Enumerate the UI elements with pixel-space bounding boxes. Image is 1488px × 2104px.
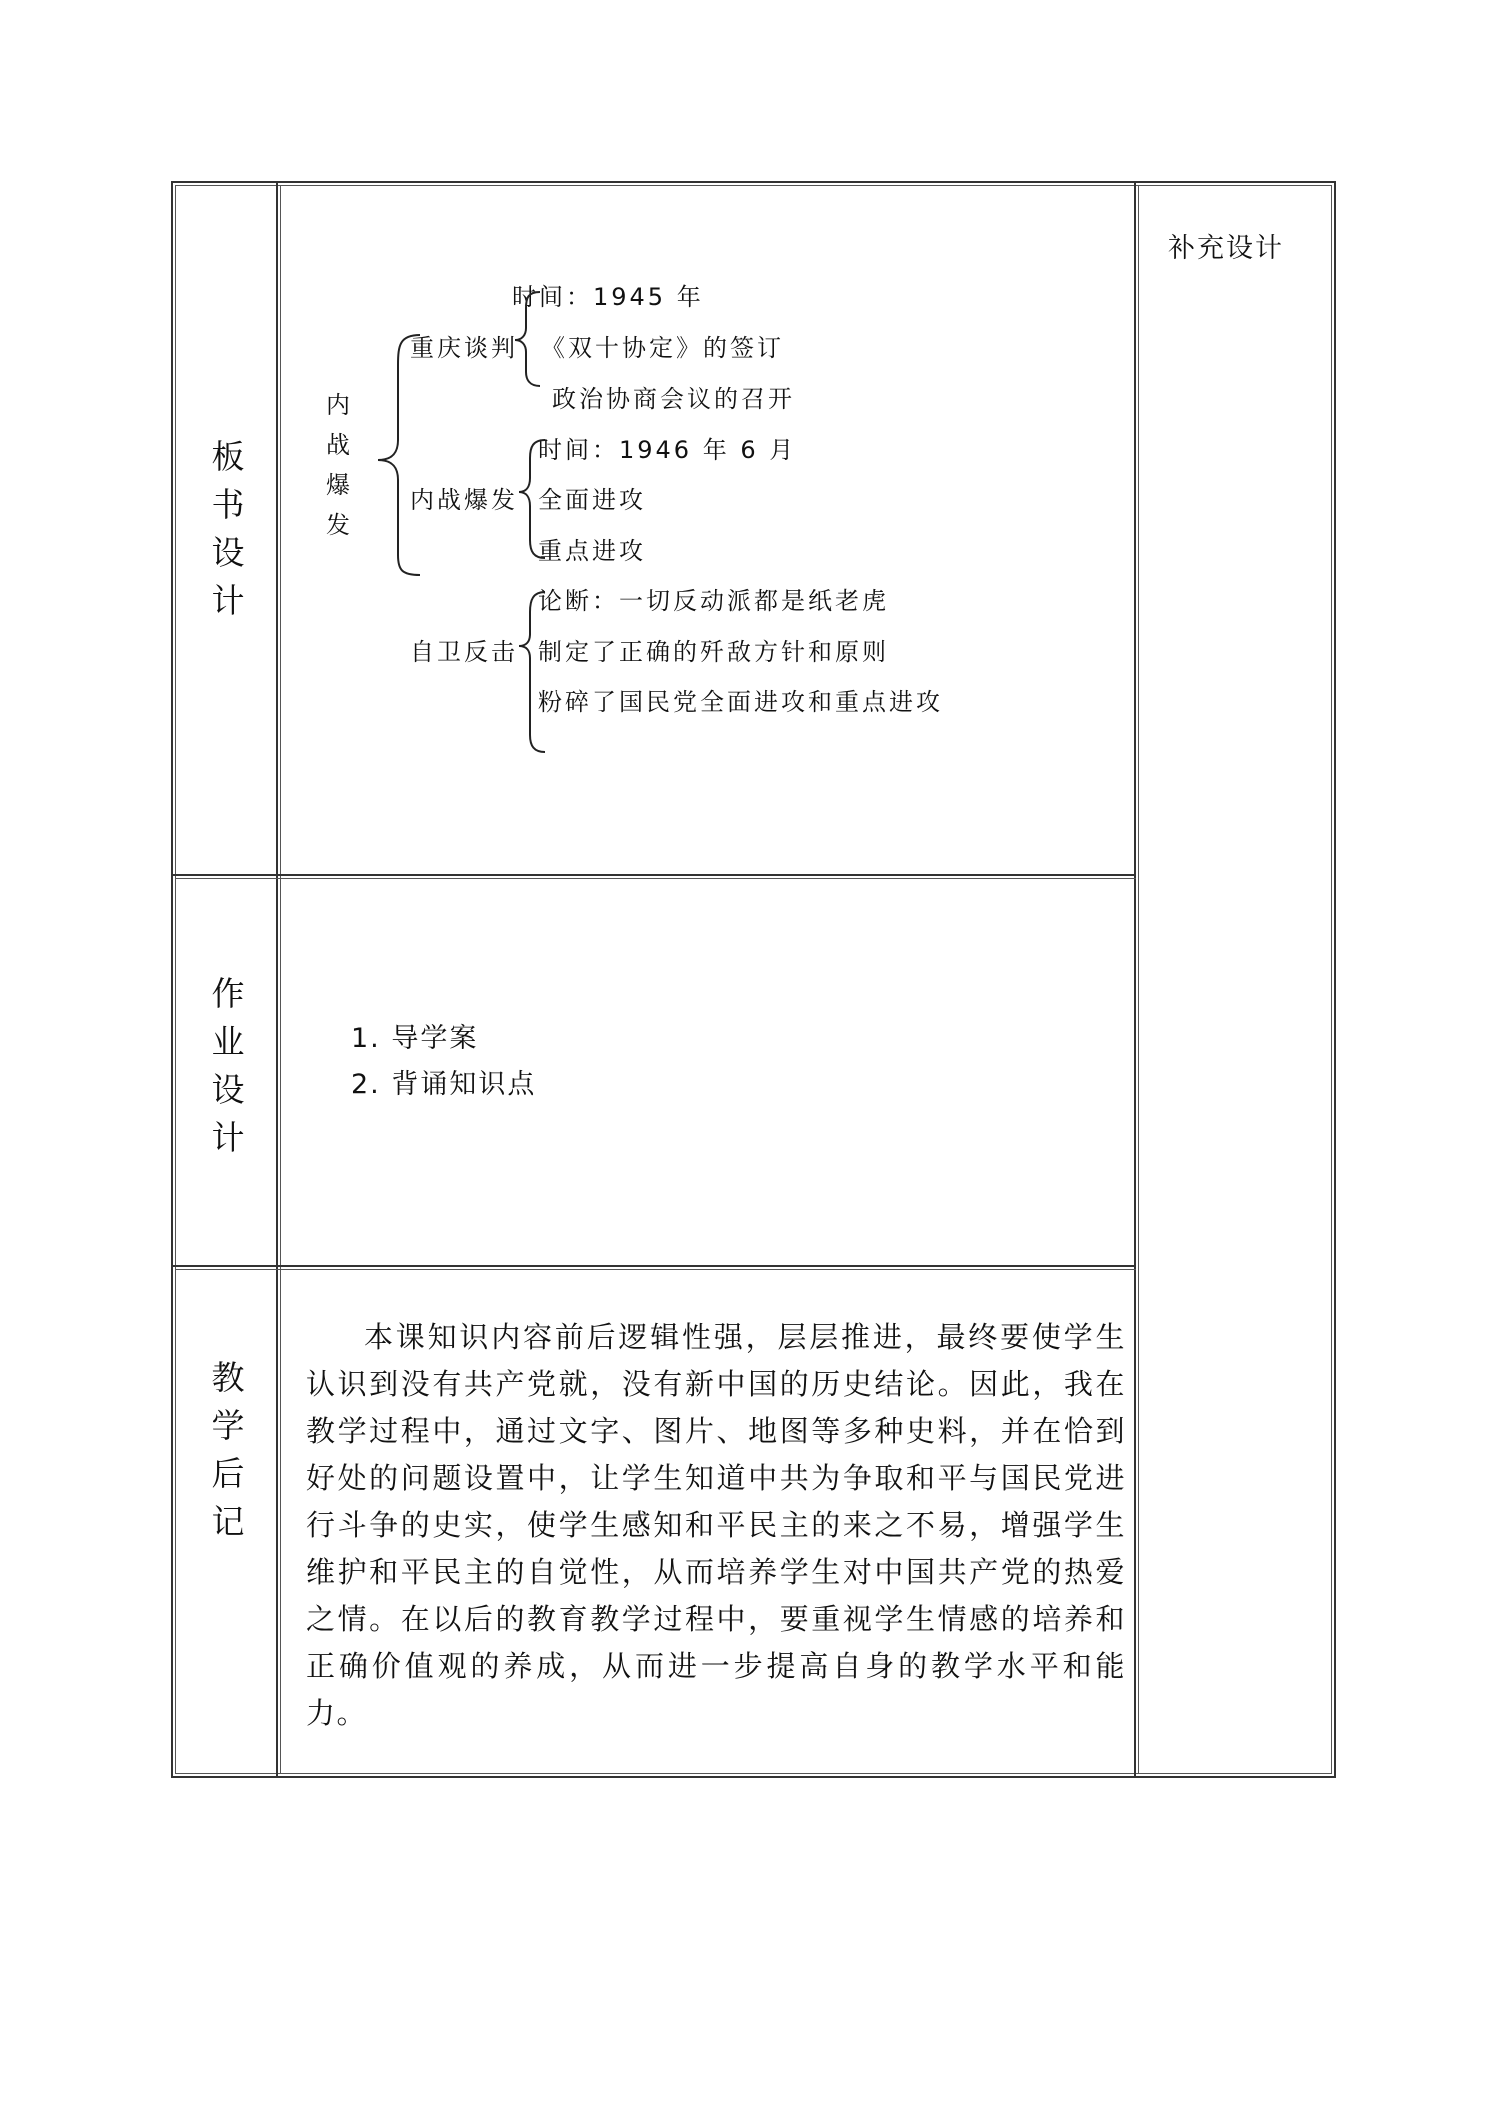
branch-item: 重点进攻 (538, 537, 646, 565)
supplement-column-divider-inner (1138, 185, 1139, 1774)
row-divider-2 (173, 1265, 1136, 1267)
row-divider-2-inner (175, 1269, 1136, 1270)
homework-design-label-char: 设 (211, 1070, 245, 1109)
teaching-reflection-label-char: 记 (211, 1502, 245, 1541)
teaching-reflection-label (180, 1354, 276, 1546)
branch-item: 时间：1945 年 (512, 283, 704, 311)
teaching-reflection-paragraph: 本课知识内容前后逻辑性强，层层推进，最终要使学生认识到没有共产党就，没有新中国的历史结论。因此，我在教学过程中，通过文字、图片、地图等多种史料，并在恰到好处的问题设置中，让学生知道中共为争取和平与国民党进行斗争的史实，使学生感知和平民主的来之不易，增强学生维护和平民主的自觉性，从而培养学生对中国共产党的热爱之情。在以后的教育教学过程中，要重视学生情感的培养和正确价值观的养成，从而进一步提高自身的教学水平和能力。 (306, 1320, 1126, 1730)
board-design-label-char: 设 (211, 533, 245, 572)
board-root-topic (326, 385, 350, 545)
homework-design-label-char: 计 (211, 1118, 245, 1157)
branch-item: 时间：1946 年 6 月 (538, 436, 797, 464)
teaching-reflection-label-char: 后 (211, 1454, 245, 1493)
row-divider-1-inner (175, 878, 1136, 879)
teaching-reflection-label-char: 教 (211, 1358, 245, 1397)
supplement-design-header: 补充设计 (1168, 233, 1284, 264)
board-root-char: 战 (326, 431, 350, 459)
branch-title-civil-war: 内战爆发 (410, 486, 518, 514)
board-design-label (180, 433, 276, 625)
branch-item: 政治协商会议的召开 (552, 385, 795, 413)
homework-design-label (180, 970, 276, 1162)
branch-item: 论断：一切反动派都是纸老虎 (538, 587, 889, 615)
board-root-char: 内 (326, 391, 350, 419)
branch-item: 全面进攻 (538, 486, 646, 514)
board-root-char: 爆 (326, 471, 350, 499)
branch-item: 《双十协定》的签订 (541, 334, 784, 362)
branch-item: 制定了正确的歼敌方针和原则 (538, 638, 889, 666)
homework-item: 1. 导学案 (351, 1023, 479, 1054)
teaching-reflection-label-char: 学 (211, 1406, 245, 1445)
board-design-label-char: 书 (211, 485, 245, 524)
homework-design-label-char: 作 (211, 974, 245, 1013)
board-design-label-char: 计 (211, 581, 245, 620)
label-column-divider (276, 183, 278, 1776)
board-design-label-char: 板 (211, 437, 245, 476)
board-root-char: 发 (326, 511, 350, 539)
branch-item: 粉碎了国民党全面进攻和重点进攻 (538, 688, 943, 716)
supplement-column-divider (1134, 183, 1136, 1776)
row-divider-1 (173, 874, 1136, 876)
branch-title-chongqing: 重庆谈判 (410, 334, 518, 362)
homework-item: 2. 背诵知识点 (351, 1069, 537, 1100)
branch-title-counterattack: 自卫反击 (410, 638, 518, 666)
label-column-divider-inner (280, 185, 281, 1774)
homework-design-label-char: 业 (211, 1022, 245, 1061)
